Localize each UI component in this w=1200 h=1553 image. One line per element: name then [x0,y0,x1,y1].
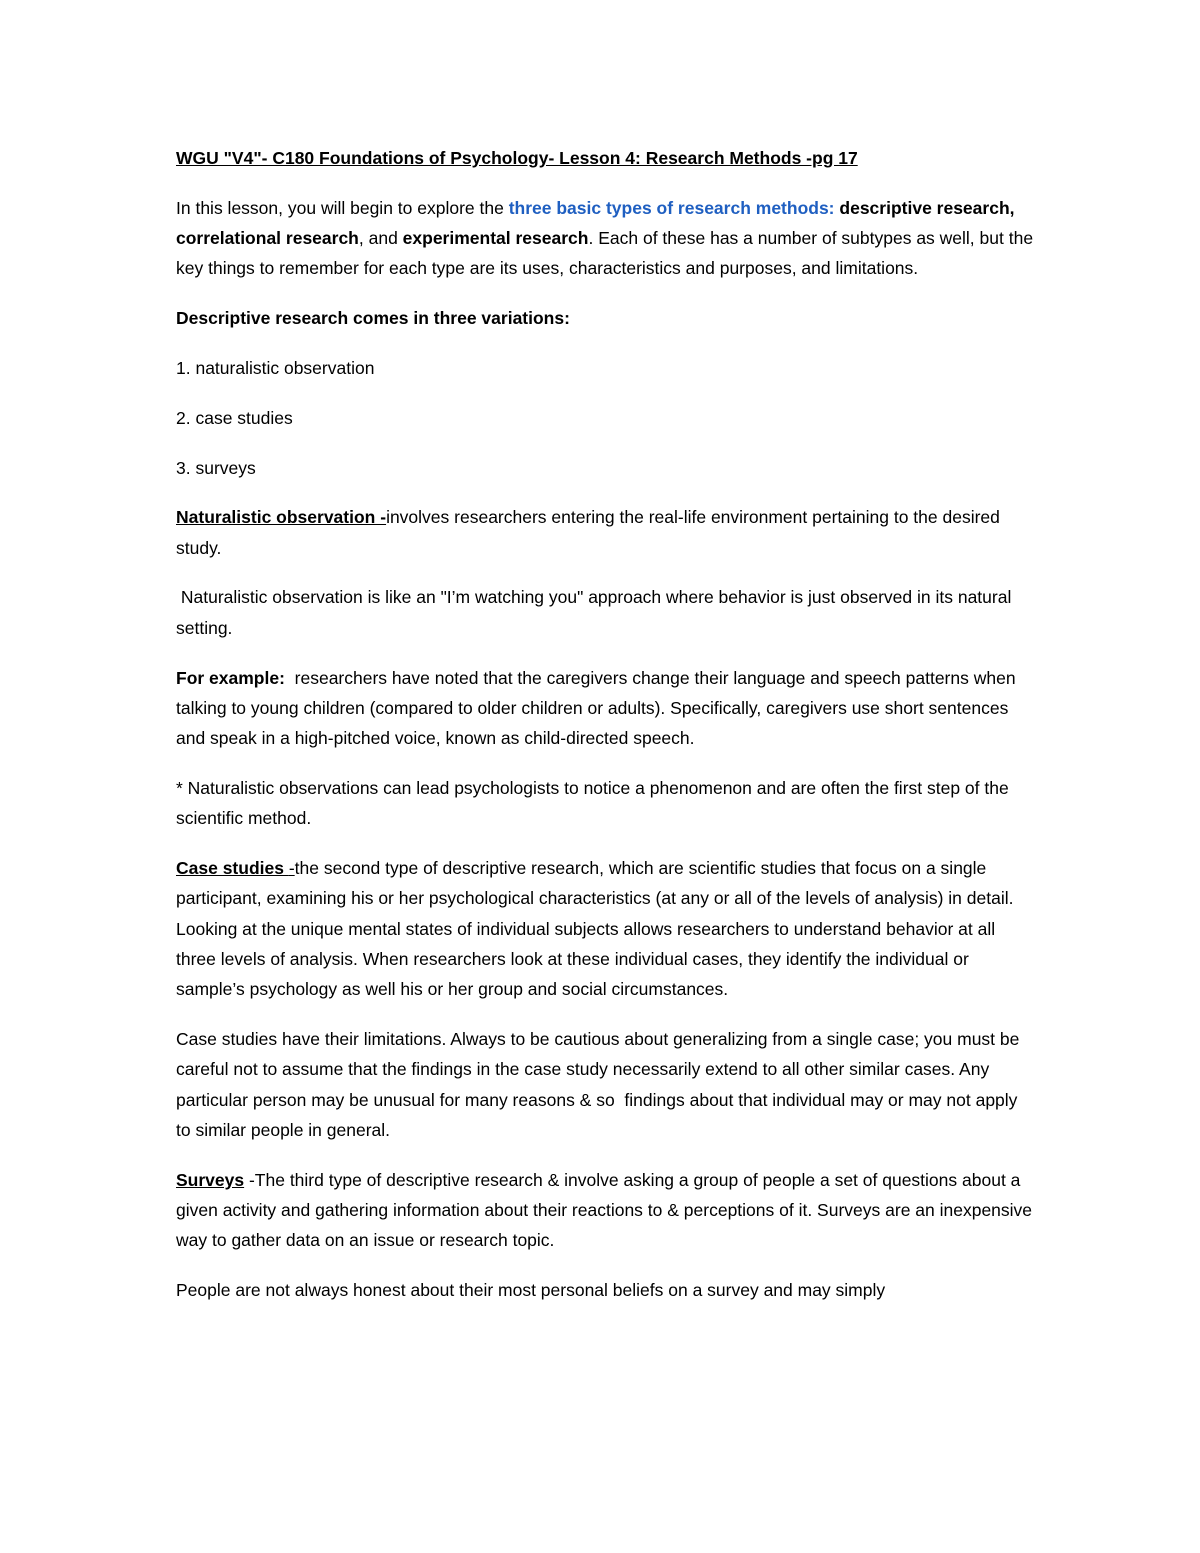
surveys-honesty-paragraph: People are not always honest about their most personal beliefs on a survey and may simply [176,1280,886,1301]
document-title-text: WGU "V4"- C180 Foundations of Psychology- Lesson 4: Research Methods -pg 17 [176,148,858,168]
naturalistic-note-paragraph: * Naturalistic observations can lead psychologists to notice a phenomenon and are often the first step of the scientific method. [176,777,1009,829]
surveys-definition: -The third type of descriptive research & involve asking a group of people a set of questions about a given activity and gathering information about their reactions to & perceptions of it. Surveys are an inexpensive way to gather data on an issue or research topic. [176,1169,1033,1251]
descriptive-heading [176,303,1036,333]
intro-highlight: three basic types of research methods: [508,197,835,218]
variation-item: 1. naturalistic observation [176,357,375,378]
variation-item: 3. surveys [176,457,256,478]
intro-types-bold: descriptive research, correlational research [176,197,1015,249]
variation-item: 2. case studies [176,407,293,428]
descriptive-heading-text: Descriptive research comes in three variations: [176,308,570,329]
intro-text-1: In this lesson, you will begin to explore the [176,197,509,218]
intro-text-7: . Each of these has a number of subtypes as well, but the key things to remember for each type are its uses, characteristics and purposes, and limitations. [176,228,1034,279]
document-page [176,143,1036,1325]
case-studies-term: Case studies [176,858,289,879]
surveys-paragraph [176,1165,1036,1256]
naturalistic-term: Naturalistic observation - [176,507,387,528]
document-title [176,143,1036,173]
example-paragraph [176,663,1036,754]
naturalistic-definition-paragraph [176,502,1036,563]
example-label: For example: [176,667,285,688]
intro-text-5: , and [358,228,403,249]
intro-experimental-bold: experimental research [402,228,589,249]
naturalistic-definition: involves researchers entering the real-life environment pertaining to the desired study. [176,507,1000,558]
case-studies-definition: the second type of descriptive research, which are scientific studies that focus on a single participant, examining his or her psychological characteristics (at any or all of the levels of analysis) in detail. Looking at the unique mental states of individual subjects allows researchers to understand behavior at all three levels of analysis. When researchers look at these individual cases, they identify the individual or sample’s psychology as well his or her group and social circumstances. [176,858,1014,1000]
surveys-term: Surveys [176,1169,245,1190]
case-studies-paragraph [176,853,1036,1004]
intro-paragraph [176,193,1036,284]
case-studies-limitations-paragraph: Case studies have their limitations. Always to be cautious about generalizing from a single case; you must be careful not to assume that the findings in the case study necessarily extend to all other similar cases. Any particular person may be unusual for many reasons & so findings about that individual may or may not apply to similar people in general. [176,1029,1025,1140]
naturalistic-analogy-paragraph: Naturalistic observation is like an "I’m watching you" approach where behavior is just observed in its natural setting. [176,587,1017,638]
case-studies-dash: - [288,858,295,879]
example-text: researchers have noted that the caregivers change their language and speech patterns when talking to young children (compared to older children or adults). Specifically, caregivers use short sentences and speak in a high-pitched voice, known as child-directed speech. [176,667,1021,749]
